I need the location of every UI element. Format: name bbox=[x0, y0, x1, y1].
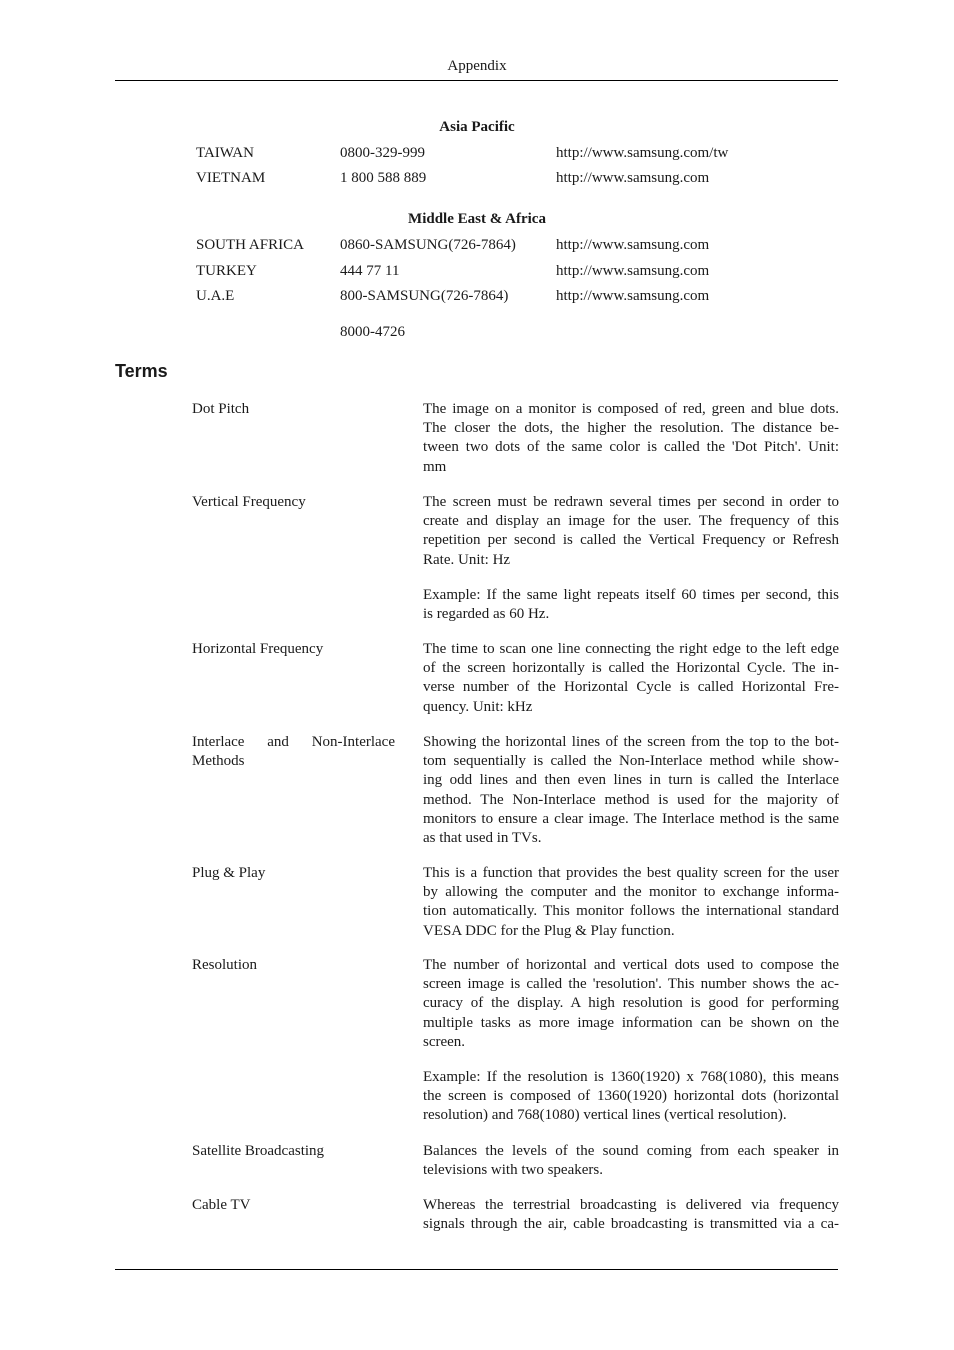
term-horizontal-frequency: Horizontal Frequency bbox=[192, 641, 324, 657]
definition-line: quency. Unit: kHz bbox=[423, 698, 533, 715]
definition-cable-tv bbox=[423, 1196, 839, 1234]
footer-rule bbox=[115, 1269, 838, 1270]
definition-line: The closer the dots, the higher the resolution. The distance be- bbox=[423, 420, 839, 437]
definition-satellite-broadcasting bbox=[423, 1142, 839, 1180]
contact-phone: 800-SAMSUNG(726-7864) bbox=[340, 288, 509, 304]
definition-interlace-methods bbox=[423, 733, 839, 848]
definition-line: Example: If the resolution is 1360(1920) x 768(1080), this means bbox=[423, 1069, 839, 1085]
definition-line: tween two dots of the same color is called the 'Dot Pitch'. Unit: bbox=[423, 439, 839, 456]
definition-line: resolution) and 768(1080) vertical lines (vertical resolution). bbox=[423, 1107, 787, 1124]
definition-line: verse number of the Horizontal Cycle is called Horizontal Fre- bbox=[423, 679, 839, 696]
definition-line: Showing the horizontal lines of the screen from the top to the bot- bbox=[423, 734, 839, 750]
definition-line: screen. bbox=[423, 1033, 466, 1050]
contact-phone: 0800-329-999 bbox=[340, 145, 425, 161]
definition-line: Example: If the same light repeats itself 60 times per second, this bbox=[423, 587, 839, 603]
term-interlace-methods bbox=[192, 733, 395, 771]
definition-line: mm bbox=[423, 458, 447, 475]
contact-country: SOUTH AFRICA bbox=[196, 237, 304, 253]
page-header-title: Appendix bbox=[447, 58, 507, 74]
definition-dot-pitch bbox=[423, 400, 839, 477]
contact-country: TURKEY bbox=[196, 263, 257, 279]
definition-line: The time to scan one line connecting the right edge to the left edge bbox=[423, 641, 839, 657]
definition-line: monitors to ensure a clear image. The Interlace method is the same bbox=[423, 810, 839, 827]
region-heading-middle-east-africa: Middle East & Africa bbox=[408, 211, 546, 227]
contact-country: VIETNAM bbox=[196, 170, 266, 186]
definition-line: Whereas the terrestrial broadcasting is delivered via frequency bbox=[423, 1197, 839, 1213]
term-satellite-broadcasting: Satellite Broadcasting bbox=[192, 1143, 325, 1159]
contact-website: http://www.samsung.com bbox=[556, 263, 710, 279]
definition-line: by allowing the computer and the monitor to exchange informa- bbox=[423, 884, 839, 901]
definition-line: televisions with two speakers. bbox=[423, 1162, 603, 1179]
definition-resolution-example bbox=[423, 1068, 839, 1126]
contact-phone: 444 77 11 bbox=[340, 263, 400, 279]
definition-line: is regarded as 60 Hz. bbox=[423, 606, 550, 623]
term-resolution: Resolution bbox=[192, 957, 258, 973]
definition-line: Rate. Unit: Hz bbox=[423, 551, 511, 568]
definition-line: ing odd lines and then even lines in turn is called the Interlace bbox=[423, 772, 839, 789]
definition-line: create and display an image for the user. The frequency of this bbox=[423, 513, 839, 530]
region-heading-asia-pacific: Asia Pacific bbox=[439, 119, 515, 135]
contact-phone-extra: 8000-4726 bbox=[340, 324, 405, 340]
contact-website: http://www.samsung.com bbox=[556, 237, 710, 253]
definition-line: as that used in TVs. bbox=[423, 830, 542, 847]
contact-website: http://www.samsung.com/tw bbox=[556, 145, 729, 161]
term-line: Methods bbox=[192, 753, 245, 770]
term-dot-pitch: Dot Pitch bbox=[192, 401, 250, 417]
definition-line: the screen is composed of 1360(1920) horizontal dots (horizontal bbox=[423, 1088, 839, 1105]
definition-line: screen image is called the 'resolution'. This number shows the ac- bbox=[423, 976, 839, 993]
definition-line: Balances the levels of the sound coming from each speaker in bbox=[423, 1143, 839, 1159]
term-line: Interlace and Non-Interlace bbox=[192, 734, 395, 750]
definition-line: The image on a monitor is composed of red, green and blue dots. bbox=[423, 401, 839, 417]
term-cable-tv: Cable TV bbox=[192, 1197, 251, 1213]
definition-vertical-frequency bbox=[423, 493, 839, 570]
definition-line: of the screen horizontally is called the Horizontal Cycle. The in- bbox=[423, 660, 839, 677]
definition-horizontal-frequency bbox=[423, 640, 839, 717]
contact-website: http://www.samsung.com bbox=[556, 288, 710, 304]
contact-country: U.A.E bbox=[196, 288, 235, 304]
definition-line: signals through the air, cable broadcasting is transmitted via a ca- bbox=[423, 1216, 839, 1233]
definition-line: This is a function that provides the best quality screen for the user bbox=[423, 865, 839, 881]
term-vertical-frequency: Vertical Frequency bbox=[192, 494, 306, 510]
definition-line: method. The Non-Interlace method is used for the majority of bbox=[423, 791, 839, 808]
definition-line: VESA DDC for the Plug & Play function. bbox=[423, 922, 675, 939]
definition-vertical-frequency-example bbox=[423, 586, 839, 624]
definition-line: curacy of the display. A high resolution is good for performing bbox=[423, 995, 839, 1012]
contact-phone: 0860-SAMSUNG(726-7864) bbox=[340, 237, 516, 253]
contact-country: TAIWAN bbox=[196, 145, 254, 161]
definition-line: repetition per second is called the Vertical Frequency or Refresh bbox=[423, 532, 839, 549]
definition-line: tom sequentially is called the Non-Interlace method while show- bbox=[423, 753, 839, 770]
term-plug-and-play: Plug & Play bbox=[192, 865, 266, 881]
contact-website: http://www.samsung.com bbox=[556, 170, 710, 186]
contact-phone: 1 800 588 889 bbox=[340, 170, 427, 186]
definition-line: multiple tasks as more image information can be shown on the bbox=[423, 1014, 839, 1031]
section-title-terms: Terms bbox=[115, 361, 168, 381]
definition-line: The screen must be redrawn several times per second in order to bbox=[423, 494, 839, 510]
definition-resolution bbox=[423, 956, 839, 1052]
header-rule bbox=[115, 80, 838, 81]
definition-line: The number of horizontal and vertical dots used to compose the bbox=[423, 957, 839, 973]
definition-plug-and-play bbox=[423, 864, 839, 941]
definition-line: tion automatically. This monitor follows the international standard bbox=[423, 903, 839, 920]
